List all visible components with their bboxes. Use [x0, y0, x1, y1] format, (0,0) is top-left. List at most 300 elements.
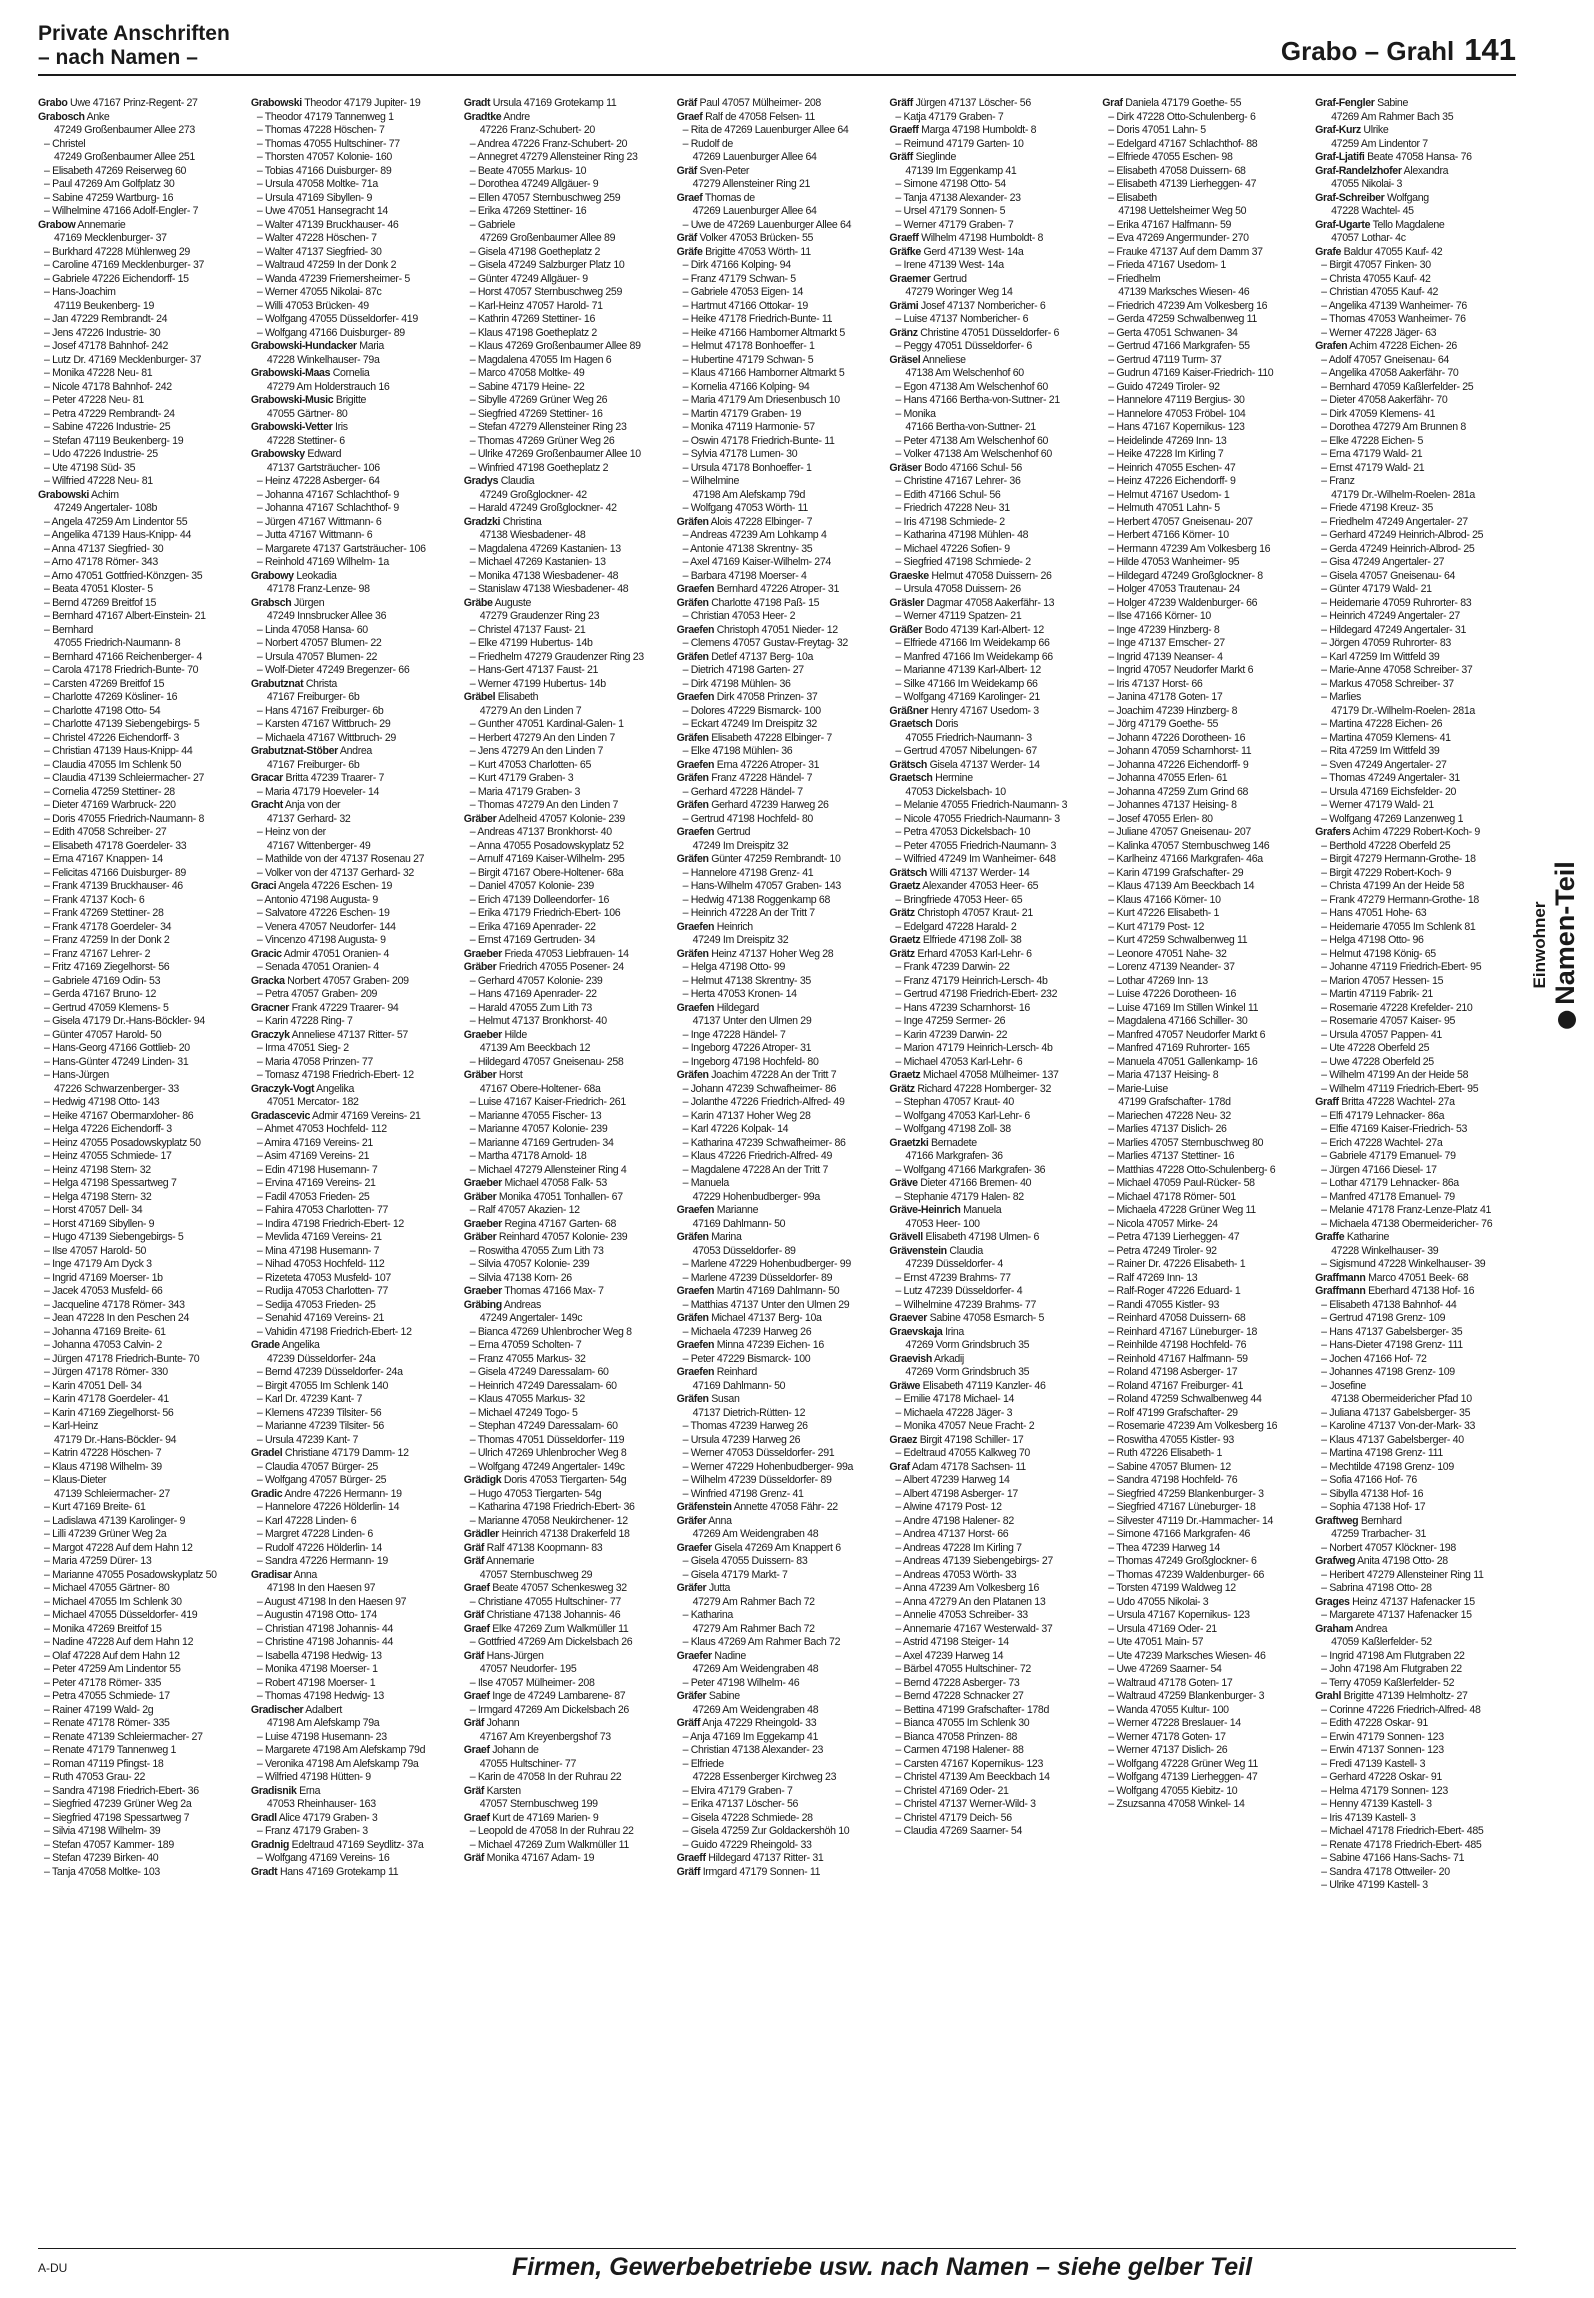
listing-entry: – Elfie 47169 Kaiser-Friedrich- 53: [1321, 1123, 1468, 1135]
listing-entry: – Thomas 47279 An den Linden 7: [469, 799, 619, 811]
listing-entry: – Elvira 47179 Graben- 7: [682, 1784, 793, 1797]
surname: Grabowski-Music: [250, 394, 334, 406]
listing-entry: – Josefine: [1321, 1379, 1366, 1392]
listing-entry: – Stefan 47119 Beukenberg- 19: [44, 434, 184, 447]
listing-entry: – Hans-Wilhelm 47057 Graben- 143: [682, 880, 841, 892]
listing-entry: – Werner 47228 Jäger- 63: [1321, 326, 1437, 339]
listing-entry: Graefer Nadine: [676, 1649, 746, 1662]
listing-entry: – Christa 47199 An der Heide 58: [1321, 880, 1465, 892]
listing-entry: – Bernhard 47059 Kaßlerfelder- 25: [1321, 380, 1474, 393]
listing-entry: – Norbert 47057 Klöckner- 198: [1321, 1541, 1456, 1554]
listing-entry: – Udo 47055 Nikolai- 3: [1108, 1595, 1209, 1608]
listing-entry: – Heidemarie 47055 Im Schlenk 81: [1321, 920, 1476, 933]
listing-entry: – Michael 47226 Sofien- 9: [895, 542, 1010, 555]
listing-entry: – Hannelore 47053 Fröbel- 104: [1108, 407, 1246, 420]
surname: Gräff: [889, 151, 913, 163]
listing-entry: – Christel 47139 Am Beeckbach 14: [895, 1771, 1050, 1783]
listing-entry: – Franz 47259 In der Donk 2: [44, 934, 170, 946]
surname: Graci: [250, 880, 277, 892]
listing-entry: – Dolores 47229 Bismarck- 100: [682, 704, 821, 717]
listing-entry: Gräfen Alois 47228 Elbinger- 7: [676, 515, 813, 528]
surname: Gräfen: [676, 731, 709, 744]
listing-entry: – Petra 47057 Graben- 209: [256, 988, 378, 1000]
listing-entry: – Jörg 47179 Goethe- 55: [1108, 718, 1219, 730]
listing-entry: – Herbert 47166 Körner- 10: [1108, 529, 1229, 541]
listing-entry: – Roland 47198 Asberger- 17: [1108, 1366, 1238, 1378]
listing-entry: Gradt Ursula 47169 Grotekamp 11: [463, 97, 617, 109]
listing-entry: – Siegfried 47198 Schmiede- 2: [895, 556, 1031, 568]
listing-entry: – Holger 47053 Trautenau- 24: [1108, 583, 1240, 595]
listing-entry: – Heinz von der: [256, 826, 326, 838]
listing-entry: – Mechtilde 47198 Grenz- 109: [1321, 1460, 1454, 1473]
listing-entry: 47228 Wachtel- 45: [1331, 205, 1414, 217]
listing-entry: 47269 Vorm Grindsbruch 35: [905, 1339, 1030, 1351]
surname: Graevish: [889, 1352, 932, 1365]
listing-entry: – Gisela 47057 Gneisenau- 64: [1321, 569, 1456, 582]
listing-entry: – Friedhelm 47249 Angertaler- 27: [1321, 515, 1468, 528]
surname: Gräfen: [676, 772, 709, 784]
listing-entry: Gräf Christiane 47138 Johannis- 46: [463, 1609, 621, 1621]
listing-entry: – Birgit 47055 Im Schlenk 140: [256, 1379, 389, 1392]
listing-entry: – Gerta 47051 Schwanen- 34: [1108, 326, 1238, 339]
listing-entry: 47137 Gerhard- 32: [266, 812, 351, 825]
listing-entry: – Wolfgang 47166 Markgrafen- 36: [895, 1163, 1046, 1176]
listing-entry: – Klaus 47137 Gabelsberger- 40: [1321, 1433, 1464, 1446]
listing-entry: – Ute 47198 Süd- 35: [44, 461, 136, 474]
listing-entry: 47249 Im Dreispitz 32: [692, 934, 789, 946]
listing-entry: – Klaus-Dieter: [44, 1474, 107, 1486]
listing-entry: – Elke 47228 Eichen- 5: [1321, 434, 1423, 447]
listing-entry: Graeff Marga 47198 Humboldt- 8: [889, 124, 1037, 136]
listing-entry: – Inge 47259 Sermer- 26: [895, 1015, 1006, 1027]
listing-entry: – Karin 47239 Darwin- 22: [895, 1028, 1008, 1041]
listing-entry: 47279 Am Holderstrauch 16: [266, 380, 390, 393]
listing-entry: – Ervina 47169 Vereins- 21: [256, 1177, 376, 1189]
listing-entry: Gracner Frank 47229 Traarer- 94: [250, 1001, 399, 1014]
listing-entry: – Michael 47055 Gärtner- 80: [44, 1582, 170, 1594]
listing-entry: Grafe Baldur 47055 Kauf- 42: [1315, 245, 1443, 258]
listing-entry: Gräfen Gerhard 47239 Harweg 26: [676, 799, 829, 811]
listing-entry: – Mathilde von der 47137 Rosenau 27: [256, 853, 425, 865]
surname: Grävell: [889, 1231, 923, 1243]
listing-entry: – Maria 47179 Graben- 3: [469, 785, 581, 798]
listing-entry: – Christian 47055 Kauf- 42: [1321, 286, 1439, 298]
listing-entry: – Dirk 47198 Mühlen- 36: [682, 677, 791, 690]
listing-entry: – Salvatore 47226 Eschen- 19: [256, 907, 390, 919]
listing-entry: – Thomas 47249 Großglockner- 6: [1108, 1555, 1257, 1567]
listing-entry: – Stephan 47057 Kraut- 40: [895, 1096, 1014, 1108]
listing-entry: – Erika 47169 Apenrader- 22: [469, 920, 596, 933]
listing-entry: Graefen Marianne: [676, 1204, 759, 1216]
listing-entry: – Heike 47228 Im Kirling 7: [1108, 448, 1224, 460]
surname: Gräbe: [463, 596, 493, 609]
listing-entry: – Frieda 47167 Usedom- 1: [1108, 259, 1226, 271]
listing-entry: – Waltraud 47259 In der Donk 2: [256, 259, 397, 271]
listing-entry: – Marion 47179 Heinrich-Lersch- 4b: [895, 1042, 1053, 1054]
listing-entry: – Annegret 47279 Allensteiner Ring 23: [469, 151, 638, 163]
surname: Grafe: [1315, 245, 1342, 258]
listing-entry: Grabowski-Music Brigitte: [250, 394, 367, 406]
listing-entry: – Frank 47279 Hermann-Grothe- 18: [1321, 893, 1479, 906]
surname: Graeske: [889, 569, 929, 582]
listing-entry: 47138 Obermeidericher Pfad 10: [1331, 1393, 1472, 1405]
listing-entry: Graeske Helmut 47058 Duissern- 26: [889, 569, 1052, 582]
listing-entry: – Peter 47198 Wilhelm- 46: [682, 1676, 800, 1689]
listing-entry: – Sabine 47057 Blumen- 12: [1108, 1460, 1231, 1473]
listing-entry: – Cornelia 47259 Stettiner- 28: [44, 785, 175, 798]
listing-entry: Grabowski Theodor 47179 Jupiter- 19: [250, 97, 421, 109]
listing-entry: – Michael 47055 Im Schlenk 30: [44, 1595, 182, 1608]
listing-entry: – Maria 47179 Hoeveler- 14: [256, 785, 380, 798]
listing-entry: Grabow Annemarie: [38, 218, 126, 231]
surname: Gräbel: [463, 691, 496, 703]
listing-entry: – Kornelia 47166 Kolping- 94: [682, 380, 810, 393]
surname: Gräff: [676, 1865, 701, 1878]
surname: Gränz: [889, 326, 918, 339]
listing-entry: – Marianne 47139 Karl-Albert- 12: [895, 664, 1041, 676]
listing-entry: – Josef 47178 Bahnhof- 242: [44, 340, 169, 352]
listing-entry: Gradl Alice 47179 Graben- 3: [250, 1811, 378, 1824]
listing-entry: – John 47198 Am Flutgraben 22: [1321, 1663, 1462, 1675]
listing-entry: – Werner 47178 Goten- 17: [1108, 1730, 1226, 1743]
listing-entry: – Sabine 47166 Hans-Sachs- 71: [1321, 1852, 1465, 1864]
listing-entry: – Paul 47269 Am Golfplatz 30: [44, 178, 175, 190]
listing-entry: – Monika 47269 Breitfof 15: [44, 1622, 162, 1635]
listing-entry: – Claudia 47269 Saarner- 54: [895, 1825, 1023, 1837]
listing-entry: – Bernd 47239 Düsseldorfer- 24a: [256, 1366, 403, 1378]
listing-entry: – Johannes 47198 Grenz- 109: [1321, 1366, 1455, 1378]
listing-entry: – Heinz 47198 Stern- 32: [44, 1163, 151, 1176]
listing-entry: Gradt Hans 47169 Grotekamp 11: [250, 1865, 399, 1878]
listing-entry: – Silvester 47119 Dr.-Hammacher- 14: [1108, 1514, 1274, 1527]
listing-entry: – Gottfried 47269 Am Dickelsbach 26: [469, 1636, 633, 1648]
listing-entry: – Christian 47138 Alexander- 23: [682, 1744, 824, 1756]
listing-entry: Gradtke Andre: [463, 110, 530, 123]
listing-entry: – Arno 47178 Römer- 343: [44, 556, 158, 568]
listing-entry: – Edelgard 47167 Schlachthof- 88: [1108, 137, 1258, 150]
listing-entry: – Inge 47239 Hinzberg- 8: [1108, 623, 1220, 636]
listing-column: [464, 97, 665, 2240]
listing-entry: – Wolfgang 47169 Karolinger- 21: [895, 691, 1040, 703]
listing-entry: – Gabriele 47053 Eigen- 14: [682, 286, 804, 298]
surname: Gräfen: [676, 947, 709, 960]
listing-entry: – Thomas 47053 Wanheimer- 76: [1321, 313, 1466, 325]
listing-entry: – Peggy 47051 Düsseldorfer- 6: [895, 340, 1032, 352]
listing-entry: – Christine 47198 Johannis- 44: [256, 1636, 393, 1648]
listing-entry: – Jacek 47053 Musfeld- 66: [44, 1285, 163, 1297]
listing-entry: – Lothar 47269 Inn- 13: [1108, 974, 1208, 987]
listing-entry: – Heinz 47055 Posadowskyplatz 50: [44, 1136, 201, 1149]
listing-entry: – Dorothea 47249 Allgäuer- 9: [469, 178, 599, 190]
listing-entry: – Juliane 47057 Gneisenau- 207: [1108, 826, 1251, 838]
listing-entry: Gräff Jürgen 47137 Löscher- 56: [889, 97, 1031, 109]
surname: Grätsch: [889, 866, 928, 879]
listing-entry: – Rudolf de: [682, 137, 733, 150]
listing-entry: – Heike 47167 Obermarxloher- 86: [44, 1109, 194, 1122]
listing-entry: – Renate 47179 Tannenweg 1: [44, 1744, 177, 1756]
listing-entry: – Martha 47178 Arnold- 18: [469, 1150, 587, 1162]
listing-entry: – Irmgard 47269 Am Dickelsbach 26: [469, 1703, 629, 1716]
listing-entry: 47198 In den Haesen 97: [266, 1582, 376, 1594]
listing-entry: 47259 Am Lindentor 7: [1331, 137, 1428, 150]
listing-entry: – Arnulf 47169 Kaiser-Wilhelm- 295: [469, 853, 625, 865]
listing-entry: Grabowski Achim: [38, 488, 119, 501]
surname: Graefen: [676, 758, 715, 771]
listing-entry: – Ingeborg 47226 Atroper- 31: [682, 1042, 812, 1054]
surname: Graeber: [463, 1177, 502, 1189]
listing-entry: – Petra 47229 Rembrandt- 24: [44, 407, 175, 420]
listing-entry: – Antonie 47138 Skrentny- 35: [682, 542, 813, 555]
listing-entry: Gränz Christine 47051 Düsseldorfer- 6: [889, 326, 1060, 339]
listing-entry: – Arno 47051 Gottfried-Könzgen- 35: [44, 569, 203, 582]
surname: Gradt: [250, 1865, 278, 1878]
listing-entry: Graefen Reinhard: [676, 1366, 757, 1378]
listing-entry: – Roland 47167 Freiburger- 41: [1108, 1379, 1244, 1392]
listing-entry: – Walter 47137 Siegfried- 30: [256, 245, 382, 258]
listing-entry: – Manfred 47057 Neudorfer Markt 6: [1108, 1028, 1266, 1041]
surname: Gradnig: [250, 1838, 290, 1851]
listing-entry: – Gisela 47179 Dr.-Hans-Böckler- 94: [44, 1015, 205, 1027]
surname: Graef: [676, 191, 703, 204]
listing-entry: – Hans-Dieter 47198 Grenz- 111: [1321, 1339, 1463, 1351]
listing-entry: – Christian 47139 Haus-Knipp- 44: [44, 745, 193, 757]
surname: Grävenstein: [889, 1244, 947, 1257]
listing-entry: – Karin 47178 Goerdeler- 41: [44, 1393, 169, 1405]
surname: Gradisnik: [250, 1784, 297, 1797]
listing-entry: – Harald 47249 Großglockner- 42: [469, 502, 617, 514]
listing-entry: 47179 Dr.-Hans-Böckler- 94: [54, 1433, 177, 1446]
surname: Grabow: [38, 218, 76, 231]
listing-entry: – Johann 47239 Schwafheimer- 86: [682, 1082, 837, 1095]
listing-entry: – Thorsten 47057 Kolonie- 160: [256, 151, 392, 163]
listing-entry: – Hans 47239 Scharnhorst- 16: [895, 1001, 1030, 1014]
listing-entry: – Johannes 47137 Heising- 8: [1108, 799, 1237, 811]
listing-entry: – Gunther 47051 Kardinal-Galen- 1: [469, 718, 624, 730]
listing-entry: Gräf Volker 47053 Brücken- 55: [676, 232, 814, 244]
listing-entry: – Marianne 47055 Fischer- 13: [469, 1109, 602, 1122]
listing-entry: Graetz Elfriede 47198 Zoll- 38: [889, 934, 1022, 946]
listing-entry: 47279 An den Linden 7: [479, 704, 582, 717]
listing-entry: – Marianne 47058 Neukirchener- 12: [469, 1514, 628, 1527]
listing-entry: – Angelika 47058 Aakerfähr- 70: [1321, 367, 1459, 379]
listing-entry: Gräf Karsten: [463, 1784, 521, 1797]
listing-column: [1315, 97, 1516, 2240]
listing-entry: Graczyk-Vogt Angelika: [250, 1082, 355, 1095]
listing-entry: Gräfen Heinz 47137 Hoher Weg 28: [676, 947, 834, 960]
listing-entry: 47249 Im Dreispitz 32: [692, 839, 789, 852]
listing-entry: – Fahira 47053 Charlotten- 77: [256, 1204, 389, 1216]
listing-entry: – Klemens 47239 Tilsiter- 56: [256, 1406, 382, 1419]
listing-entry: – Karoline 47137 Von-der-Mark- 33: [1321, 1420, 1476, 1432]
surname: Graetsch: [889, 772, 933, 784]
listing-entry: Grabowy Leokadia: [250, 569, 337, 582]
listing-entry: – Heike 47178 Friedrich-Bunte- 11: [682, 313, 833, 325]
listing-entry: – Gerhard 47228 Händel- 7: [682, 785, 803, 798]
listing-entry: – Peter 47055 Friedrich-Naumann- 3: [895, 839, 1057, 852]
listing-entry: Gräfe Brigitte 47053 Wörth- 11: [676, 245, 811, 258]
listing-entry: – Michaela 47228 Grüner Weg 11: [1108, 1204, 1256, 1216]
surname: Graf: [1102, 97, 1123, 109]
listing-entry: – Wanda 47239 Friemersheimer- 5: [256, 272, 410, 285]
listing-entry: – Lorenz 47139 Neander- 37: [1108, 961, 1235, 973]
listing-entry: – Werner 47119 Spatzen- 21: [895, 610, 1022, 622]
listing-entry: – Ursel 47179 Sonnen- 5: [895, 205, 1006, 217]
listing-entry: – Gabriele: [469, 218, 516, 231]
listing-entry: – Axel 47169 Kaiser-Wilhelm- 274: [682, 556, 831, 568]
surname: Graetz: [889, 880, 921, 892]
surname: Grafen: [1315, 340, 1348, 352]
listing-entry: – Rainer 47199 Wald- 2g: [44, 1703, 154, 1716]
listing-entry: Gräfen Marina: [676, 1231, 742, 1243]
listing-entry: Graever Sabine 47058 Esmarch- 5: [889, 1312, 1045, 1324]
surname: Grätsch: [889, 758, 928, 771]
listing-entry: 47138 Wiesbadener- 48: [479, 529, 586, 541]
listing-entry: – Reinhold 47169 Wilhelm- 1a: [256, 556, 389, 568]
listing-entry: Grabosch Anke: [38, 110, 110, 123]
listing-entry: – Ruth 47226 Elisabeth- 1: [1108, 1447, 1223, 1459]
listing-entry: – Marie-Luise: [1108, 1082, 1168, 1095]
listing-entry: – Monika 47198 Moerser- 1: [256, 1663, 378, 1675]
listing-entry: – Gisela 47055 Duissern- 83: [682, 1555, 808, 1567]
listing-entry: – Jutta 47167 Wittmann- 6: [256, 529, 373, 541]
listing-entry: – Claudia 47139 Schleiermacher- 27: [44, 772, 205, 784]
listing-entry: – Luise 47167 Kaiser-Friedrich- 261: [469, 1096, 626, 1108]
listing-entry: 47226 Franz-Schubert- 20: [479, 124, 595, 136]
listing-entry: – Frauke 47137 Auf dem Damm 37: [1108, 245, 1263, 258]
surname: Gräfe: [676, 245, 703, 258]
listing-entry: – Uwe 47228 Oberfeld 25: [1321, 1055, 1434, 1068]
listing-entry: – Helmut 47198 König- 65: [1321, 947, 1436, 960]
listing-entry: – Hugo 47053 Tiergarten- 54g: [469, 1487, 602, 1500]
listing-entry: Gräfen Susan: [676, 1393, 740, 1405]
listing-entry: – Marlies 47137 Dislich- 26: [1108, 1123, 1227, 1135]
listing-entry: – Gisela 47249 Daressalam- 60: [469, 1366, 609, 1378]
surname: Graf-Schreiber: [1315, 191, 1385, 204]
surname: Graefer: [676, 1649, 712, 1662]
listing-entry: Gräfer Sabine: [676, 1690, 740, 1702]
listing-entry: – Jürgen 47178 Friedrich-Bunte- 70: [44, 1352, 200, 1365]
listing-entry: Gradys Claudia: [463, 475, 535, 487]
surname: Grätz: [889, 947, 915, 960]
listing-entry: – Hans-Günter 47249 Linden- 31: [44, 1055, 189, 1068]
listing-entry: – Siegfried 47239 Grüner Weg 2a: [44, 1798, 192, 1810]
listing-entry: 47228 Winkelhauser- 39: [1331, 1244, 1439, 1257]
listing-entry: – Katharina: [682, 1609, 733, 1621]
surname: Gräfer: [676, 1690, 707, 1702]
listing-entry: – Michael 47059 Paul-Rücker- 58: [1108, 1177, 1255, 1189]
listing-entry: – Katharina 47239 Schwafheimer- 86: [682, 1136, 846, 1149]
listing-entry: – Eckart 47249 Im Dreispitz 32: [682, 718, 817, 730]
listing-entry: – Claudia 47057 Bürger- 25: [256, 1460, 378, 1473]
listing-entry: – Elisabeth 47139 Lierheggen- 47: [1108, 178, 1257, 190]
listing-entry: Graefen Dirk 47058 Prinzen- 37: [676, 691, 818, 703]
listing-entry: – Hubertine 47179 Schwan- 5: [682, 353, 814, 366]
listing-entry: – Hilde 47053 Wanheimer- 95: [1108, 556, 1240, 568]
listing-entry: 47249 Großglockner- 42: [479, 488, 587, 501]
surname: Gradzki: [463, 515, 501, 528]
listing-entry: – Eva 47269 Angermunder- 270: [1108, 232, 1249, 244]
surname: Gräf: [463, 1784, 485, 1797]
listing-entry: – Ahmet 47053 Hochfeld- 112: [256, 1123, 387, 1135]
surname: Grädler: [463, 1528, 499, 1540]
listing-entry: – Frank 47269 Stettiner- 28: [44, 907, 164, 919]
listing-entry: – Charlotte 47139 Siebengebirgs- 5: [44, 718, 200, 730]
listing-entry: – Kurt 47053 Charlotten- 65: [469, 758, 591, 771]
listing-entry: Gräfer Jutta: [676, 1582, 731, 1594]
listing-entry: – Helmut 47137 Bronkhorst- 40: [469, 1015, 607, 1027]
listing-entry: – Ingrid 47198 Am Flutgraben 22: [1321, 1649, 1465, 1662]
listing-entry: – Peter 47259 Am Lindentor 55: [44, 1663, 181, 1675]
listing-entry: – Michael 47269 Kastanien- 13: [469, 556, 606, 568]
surname: Graf-Ljatifi: [1315, 151, 1365, 163]
listing-entry: – Werner 47053 Düsseldorfer- 291: [682, 1447, 835, 1459]
listing-entry: – Gudrun 47169 Kaiser-Friedrich- 110: [1108, 367, 1274, 379]
listing-entry: – Anna 47137 Siegfried- 30: [44, 542, 164, 555]
surname: Graefen: [676, 1285, 715, 1297]
listing-entry: – Hildegard 47057 Gneisenau- 258: [469, 1055, 624, 1068]
listing-entry: – Hannelore 47198 Grenz- 41: [682, 866, 814, 879]
listing-entry: Graez Birgit 47198 Schiller- 17: [889, 1433, 1024, 1446]
listing-entry: – Luise 47198 Husemann- 23: [256, 1730, 387, 1743]
listing-entry: – Jacqueline 47178 Römer- 343: [44, 1298, 185, 1311]
listing-entry: – Dieter 47058 Aakerfähr- 70: [1321, 394, 1448, 406]
surname: Graeber: [463, 947, 502, 960]
listing-entry: – Lutz Dr. 47169 Mecklenburger- 37: [44, 353, 202, 366]
listing-entry: – Heinz 47055 Schmiede- 17: [44, 1150, 172, 1162]
surname: Graevskaja: [889, 1325, 943, 1338]
listing-entry: – Silvia 47138 Korn- 26: [469, 1271, 572, 1284]
listing-entry: – Reinhilde 47198 Hochfeld- 76: [1108, 1339, 1247, 1351]
listing-entry: – Manfred 47166 Im Weidekamp 66: [895, 650, 1053, 663]
listing-entry: – Leonore 47051 Nahe- 32: [1108, 947, 1227, 960]
listing-entry: Grafweg Anita 47198 Otto- 28: [1315, 1555, 1448, 1567]
listing-entry: – Mina 47198 Husemann- 7: [256, 1244, 380, 1257]
listing-entry: Grädler Heinrich 47138 Drakerfeld 18: [463, 1528, 630, 1540]
listing-entry: – Friedrich 47228 Neu- 31: [895, 502, 1010, 514]
listing-entry: – Wilhelm 47119 Friedrich-Ebert- 95: [1321, 1082, 1479, 1095]
listing-entry: Gräve-Heinrich Manuela: [889, 1204, 1002, 1216]
listing-entry: – Johann 47226 Dorotheen- 16: [1108, 731, 1246, 744]
listing-entry: Grävell Elisabeth 47198 Ulmen- 6: [889, 1231, 1040, 1243]
listing-entry: – Günter 47249 Allgäuer- 9: [469, 272, 588, 285]
listing-entry: – Andreas 47228 Im Kirling 7: [895, 1541, 1022, 1554]
listing-entry: – Jürgen 47178 Römer- 330: [44, 1366, 168, 1378]
listing-entry: – Guido 47249 Tiroler- 92: [1108, 380, 1220, 393]
listing-entry: – Wanda 47055 Kultur- 100: [1108, 1703, 1229, 1716]
listing-entry: – Ingrid 47169 Moerser- 1b: [44, 1271, 163, 1284]
listing-entry: – Rizeteta 47053 Musfeld- 107: [256, 1271, 391, 1284]
listing-entry: – Linda 47058 Hansa- 60: [256, 623, 368, 636]
surname: Grabowski-Vetter: [250, 421, 333, 433]
listing-entry: – Roswitha 47055 Kistler- 93: [1108, 1433, 1234, 1446]
listing-entry: Gräber Monika 47051 Tonhallen- 67: [463, 1190, 623, 1203]
listing-entry: Gräf Hans-Jürgen: [463, 1649, 544, 1662]
listing-entry: – Wolfgang 47249 Angertaler- 149c: [469, 1460, 625, 1473]
listing-entry: – Johanna 47053 Calvin- 2: [44, 1339, 162, 1351]
listing-entry: – Iris 47137 Horst- 66: [1108, 677, 1203, 690]
surname: Graefen: [676, 1204, 715, 1216]
listing-entry: 47057 Sternbuschweg 29: [479, 1568, 593, 1581]
listing-entry: – Christiane 47055 Hultschiner- 77: [469, 1595, 621, 1608]
listing-entry: Graffe Katharine: [1315, 1231, 1390, 1243]
listing-entry: 47269 Am Weidengraben 48: [692, 1703, 819, 1716]
listing-entry: 47119 Beukenberg- 19: [54, 299, 155, 312]
listing-column: [1102, 97, 1303, 2240]
listing-entry: – Johanna 47167 Schlachthof- 9: [256, 502, 399, 514]
listing-entry: – Mevlida 47169 Vereins- 21: [256, 1231, 382, 1243]
listing-entry: – Elke 47199 Hubertus- 14b: [469, 637, 593, 649]
listing-entry: – Elisabeth: [1108, 191, 1157, 204]
